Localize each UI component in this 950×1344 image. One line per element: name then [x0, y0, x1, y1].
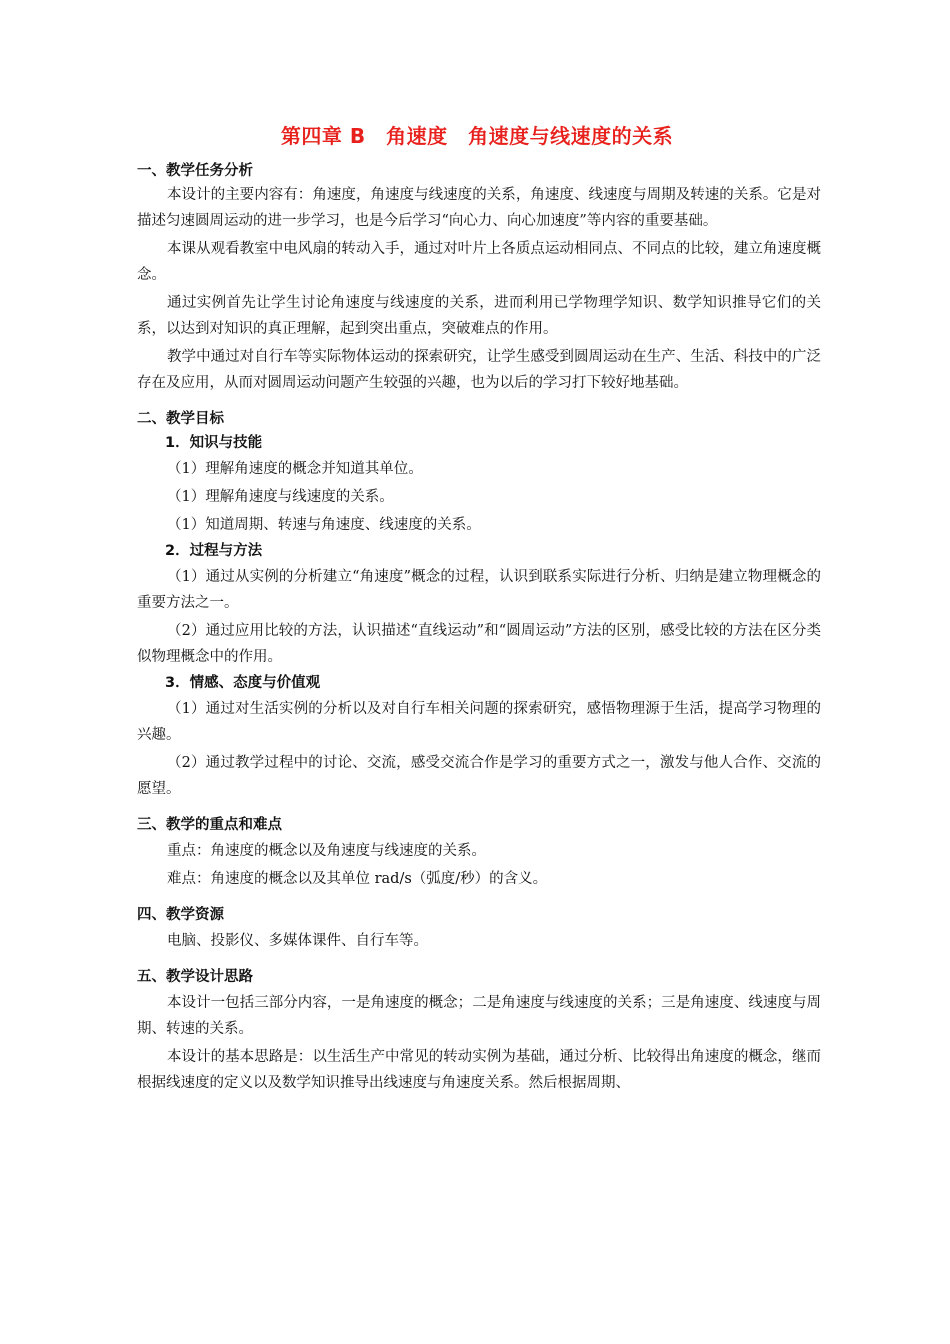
section-heading-resources: 四、教学资源 — [137, 907, 224, 923]
paragraph: 本设计的主要内容有：角速度，角速度与线速度的关系，角速度、线速度与周期及转速的关系。它是对描述匀速圆周运动的进一步学习，也是今后学习“向心力、向心加速度”等内容的重要基础。 — [137, 187, 821, 229]
subsection-heading-attitude: 3．情感、态度与价值观 — [165, 675, 321, 691]
section-heading-task-analysis: 一、教学任务分析 — [137, 163, 253, 179]
document-title: 第四章 B 角速度 角速度与线速度的关系 — [280, 124, 674, 148]
list-item: （1）理解角速度的概念并知道其单位。 — [167, 461, 423, 477]
subsection-heading-knowledge: 1．知识与技能 — [165, 435, 263, 451]
paragraph: 教学中通过对自行车等实际物体运动的探索研究，让学生感受到圆周运动在生产、生活、科技中的广泛存在及应用，从而对圆周运动问题产生较强的兴趣，也为以后的学习打下较好地基础。 — [137, 349, 821, 391]
list-item: （2）通过应用比较的方法，认识描述“直线运动”和“圆周运动”方法的区别，感受比较的方法在区分类似物理概念中的作用。 — [137, 623, 821, 665]
section-heading-design-approach: 五、教学设计思路 — [137, 969, 253, 985]
paragraph: 本课从观看教室中电风扇的转动入手，通过对叶片上各质点运动相同点、不同点的比较，建立角速度概念。 — [137, 241, 821, 283]
paragraph: 通过实例首先让学生讨论角速度与线速度的关系，进而利用已学物理学知识、数学知识推导它们的关系，以达到对知识的真正理解，起到突出重点，突破难点的作用。 — [137, 295, 821, 337]
paragraph: 难点：角速度的概念以及其单位 rad/s（弧度/秒）的含义。 — [167, 871, 548, 887]
list-item: （2）通过教学过程中的讨论、交流，感受交流合作是学习的重要方式之一，激发与他人合作、交流的愿望。 — [137, 755, 821, 797]
paragraph: 本设计的基本思路是：以生活生产中常见的转动实例为基础，通过分析、比较得出角速度的概念，继而根据线速度的定义以及数学知识推导出线速度与角速度关系。然后根据周期、 — [137, 1049, 821, 1091]
section-heading-objectives: 二、教学目标 — [137, 411, 224, 427]
paragraph: 本设计一包括三部分内容，一是角速度的概念；二是角速度与线速度的关系；三是角速度、线速度与周期、转速的关系。 — [137, 995, 821, 1037]
list-item: （1）知道周期、转速与角速度、线速度的关系。 — [167, 517, 481, 533]
section-heading-key-points: 三、教学的重点和难点 — [137, 817, 282, 833]
paragraph: 电脑、投影仪、多媒体课件、自行车等。 — [167, 933, 428, 949]
paragraph: 重点：角速度的概念以及角速度与线速度的关系。 — [167, 843, 486, 859]
list-item: （1）通过从实例的分析建立“角速度”概念的过程，认识到联系实际进行分析、归纳是建立物理概念的重要方法之一。 — [137, 569, 821, 611]
subsection-heading-process: 2．过程与方法 — [165, 543, 263, 559]
list-item: （1）理解角速度与线速度的关系。 — [167, 489, 394, 505]
list-item: （1）通过对生活实例的分析以及对自行车相关问题的探索研究，感悟物理源于生活，提高学习物理的兴趣。 — [137, 701, 821, 743]
document-page — [137, 120, 821, 1096]
